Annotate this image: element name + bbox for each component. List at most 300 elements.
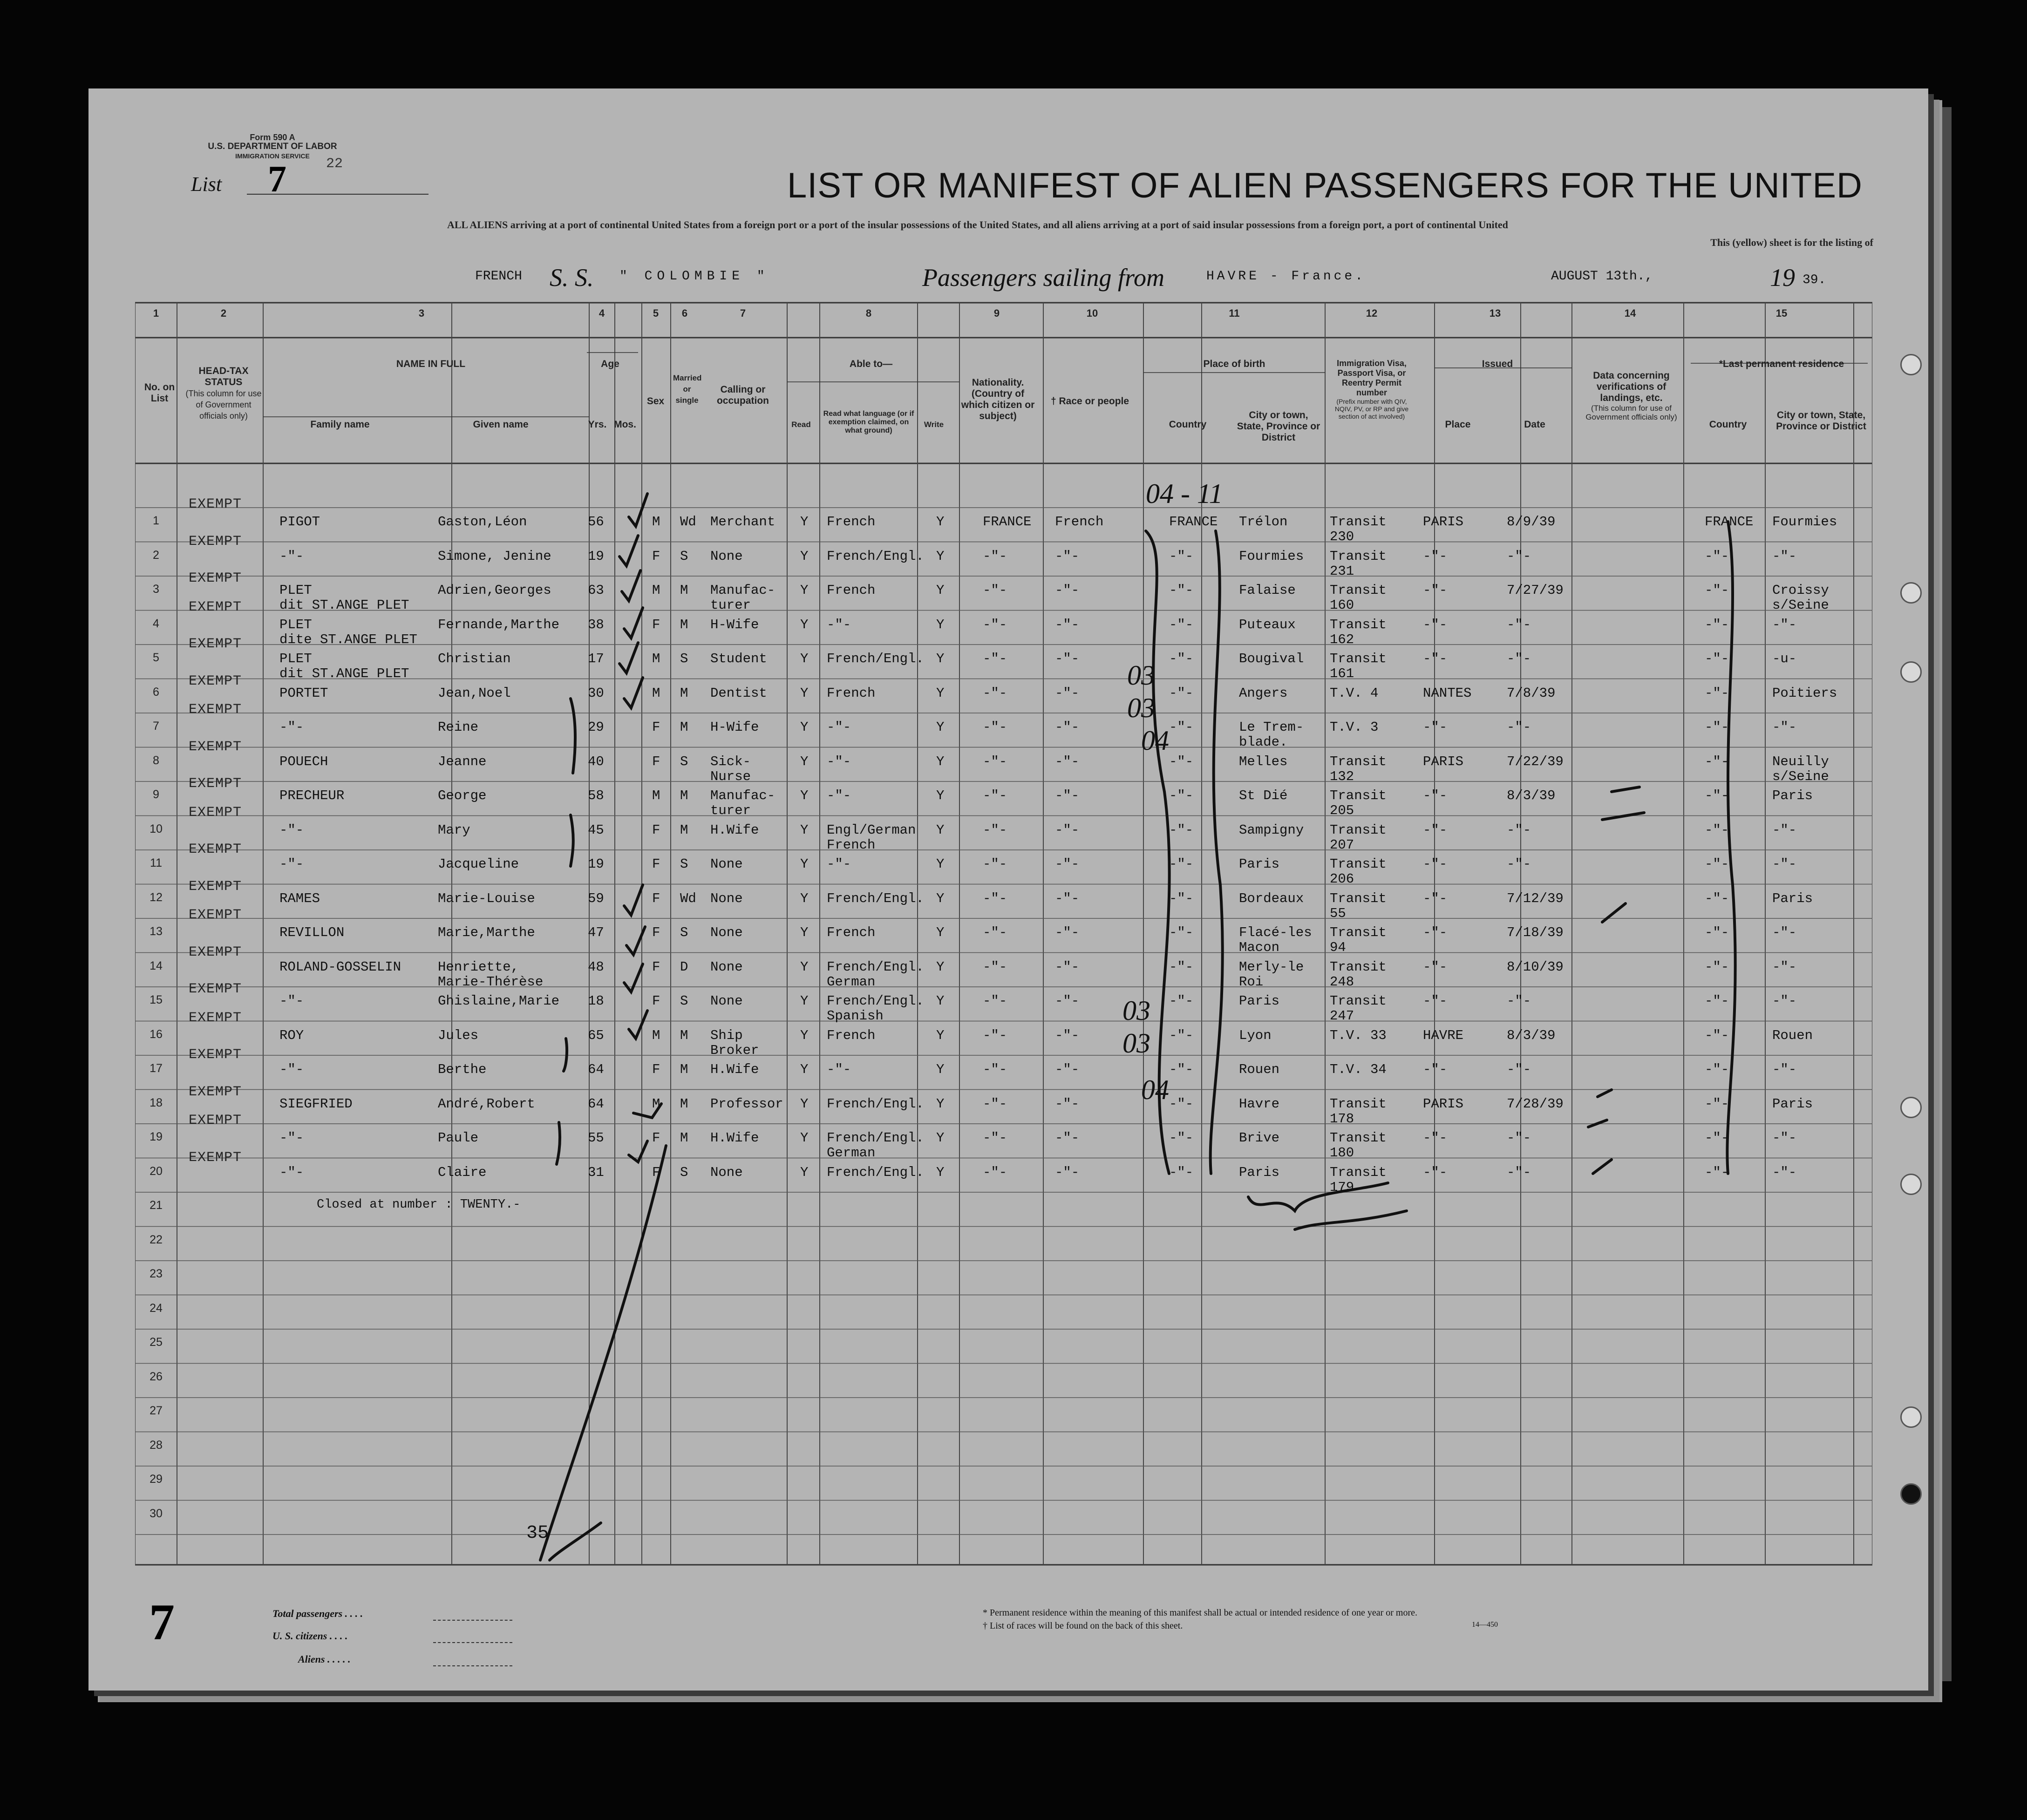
cell-occ: H.Wife [710,822,759,838]
header-place-of-birth: Place of birth [1203,359,1265,369]
cell-visa: Transit [1330,890,1387,906]
cell-given: Jacqueline [438,856,519,872]
cell-lang: -"- [827,720,851,735]
cell-occ: H-Wife [710,617,759,632]
cell-visa2: 180 [1330,1145,1354,1161]
head-tax-status: EXEMPT [189,1149,242,1166]
cell-family: PRECHEUR [279,788,345,803]
column-number: 7 [740,307,746,319]
cell-write: Y [936,925,945,940]
cell-occ: Manufac- [710,583,775,598]
row-number: 15 [150,993,163,1006]
cell-idate: 8/3/39 [1507,788,1556,803]
row-number: 9 [153,788,159,801]
cell-occ2: Nurse [710,768,751,784]
column-number: 10 [1086,307,1098,319]
cell-lang: French/Engl. [827,548,924,564]
cell-bcity: Merly-le [1239,959,1304,975]
head-tax-status: EXEMPT [189,702,242,718]
column-number: 8 [865,307,872,319]
cell-nat: -"- [983,890,1007,906]
row-number: 25 [150,1336,163,1349]
cell-ms: S [680,1164,688,1180]
column-number: 14 [1624,307,1636,319]
cell-idate: -"- [1507,822,1531,838]
cell-read: Y [800,548,809,564]
cell-given: Reine [438,720,479,735]
ss-label: S. S. [550,264,594,292]
cell-visa2: 179 [1330,1179,1354,1195]
column-number: 13 [1489,307,1501,319]
header-read: Read [791,420,811,429]
cell-read: Y [800,822,809,838]
header-issued: Issued [1482,359,1513,369]
cell-write: Y [936,754,945,769]
sailing-label: Passengers sailing from [922,264,1165,292]
cell-yrs: 48 [588,959,604,975]
head-tax-status: EXEMPT [189,599,242,615]
cell-lang: -"- [827,1062,851,1077]
head-tax-status: EXEMPT [189,673,242,689]
cell-idate: 7/18/39 [1507,925,1564,940]
cell-race: -"- [1055,548,1080,564]
column-number: 2 [220,307,227,319]
footnote-residence: * Permanent residence within the meaning of this manifest shall be actual or intended residence of one year or more. [983,1608,1418,1618]
list-label: List [191,173,222,196]
cell-bcity2: blade. [1239,734,1288,750]
cell-lang: French [827,685,876,701]
cell-ms: S [680,856,688,872]
cell-lang: -"- [827,617,851,632]
head-tax-status: EXEMPT [189,1047,242,1063]
cell-given: Jeanne [438,754,487,769]
cell-rcity: Paris [1772,788,1813,803]
cell-write: Y [936,1027,945,1043]
header-mos: Mos. [614,419,636,430]
cell-write: Y [936,514,945,530]
cell-rcity: Croissy [1772,583,1829,598]
cell-nat: -"- [983,583,1007,598]
cell-nat: -"- [983,925,1007,940]
cell-ms: M [680,685,688,701]
cell-occ: Merchant [710,514,775,530]
cell-iplace: -"- [1423,617,1448,632]
cell-visa: Transit [1330,856,1387,872]
cell-occ: Sick- [710,754,751,769]
cell-read: Y [800,856,809,872]
cell-bcity: Rouen [1239,1062,1280,1077]
cell-write: Y [936,1062,945,1077]
cell-read: Y [800,993,809,1009]
header-family-name: Family name [310,419,370,430]
cell-rcity: Fourmies [1772,514,1837,530]
header-birth-country: Country [1169,419,1207,430]
cell-lang: -"- [827,788,851,803]
cell-visa2: 55 [1330,905,1346,921]
cell-iplace: -"- [1423,548,1448,564]
cell-idate: 7/22/39 [1507,754,1564,769]
row-number: 28 [150,1438,163,1452]
cell-family: -"- [279,993,304,1009]
cell-visa: T.V. 3 [1330,720,1379,735]
cell-bcountry: FRANCE [1169,514,1218,530]
cell-visa: Transit [1330,925,1387,940]
cell-iplace: -"- [1423,993,1448,1009]
column-number: 9 [993,307,1000,319]
cell-family: SIEGFRIED [279,1096,353,1112]
cell-bcountry: -"- [1169,788,1194,803]
header-res-country: Country [1709,419,1747,430]
cell-read: Y [800,514,809,530]
cell-ms: M [680,1096,688,1112]
cell-sex: F [652,720,660,735]
punch-hole [1900,661,1922,683]
cell-rcountry: -"- [1705,1130,1729,1146]
row-number: 24 [150,1301,163,1315]
hand-code-6: 03 [1122,1028,1150,1059]
cell-bcity: Melles [1239,754,1288,769]
cell-idate: -"- [1507,617,1531,632]
cell-race: -"- [1055,1096,1080,1112]
cell-bcity: Paris [1239,856,1280,872]
cell-nat: -"- [983,959,1007,975]
column-number: 5 [653,307,659,319]
cell-visa: Transit [1330,993,1387,1009]
cell-rcity2: s/Seine [1772,768,1829,784]
cell-visa2: 94 [1330,940,1346,955]
head-tax-status: EXEMPT [189,570,242,586]
cell-nat: -"- [983,822,1007,838]
cell-ms: M [680,583,688,598]
cell-rcountry: -"- [1705,1164,1729,1180]
cell-visa: Transit [1330,754,1387,769]
cell-family: -"- [279,1164,304,1180]
cell-given: Adrien,Georges [438,583,551,598]
head-tax-status: EXEMPT [189,533,242,550]
cell-write: Y [936,548,945,564]
cell-occ2: turer [710,598,751,613]
column-number: 4 [599,307,605,319]
cell-ms: D [680,959,688,975]
punch-hole [1900,1483,1922,1505]
cell-rcountry: -"- [1705,788,1729,803]
cell-nat: -"- [983,548,1007,564]
cell-sex: M [652,1096,660,1112]
cell-rcountry: -"- [1705,1062,1729,1077]
cell-ms: S [680,925,688,940]
cell-yrs: 29 [588,720,604,735]
cell-idate: 7/28/39 [1507,1096,1564,1112]
cell-occ: H.Wife [710,1130,759,1146]
cell-family2: dite ST.ANGE PLET [279,632,417,647]
cell-nat: -"- [983,1027,1007,1043]
cell-rcity: -"- [1772,993,1797,1009]
footer-us-citizens: U. S. citizens . . . . [272,1630,348,1642]
cell-rcountry: -"- [1705,959,1729,975]
cell-race: -"- [1055,685,1080,701]
row-number: 6 [153,685,159,699]
cell-sex: M [652,651,660,666]
cell-rcity: -"- [1772,1164,1797,1180]
hand-code-5: 03 [1122,995,1150,1026]
cell-idate: 7/8/39 [1507,685,1556,701]
cell-lang: French/Engl. [827,959,924,975]
row-number: 18 [150,1096,163,1109]
year-prefix: 19 [1770,264,1795,292]
cell-idate: 7/27/39 [1507,583,1564,598]
cell-write: Y [936,617,945,632]
head-tax-status: EXEMPT [189,739,242,755]
cell-ms: S [680,548,688,564]
cell-occ: None [710,856,743,872]
cell-bcity: Puteaux [1239,617,1296,632]
cell-lang: French/Engl. [827,993,924,1009]
cell-yrs: 19 [588,548,604,564]
cell-bcity: Bordeaux [1239,890,1304,906]
row-number: 12 [150,890,163,904]
column-number: 12 [1366,307,1378,319]
row-number: 7 [153,720,159,733]
cell-given: Ghislaine,Marie [438,993,560,1009]
cell-visa2: 161 [1330,666,1354,681]
cell-read: Y [800,651,809,666]
cell-bcity: Paris [1239,993,1280,1009]
footer-aliens: Aliens . . . . . [298,1653,351,1665]
cell-rcity: Neuilly [1772,754,1829,769]
row-number: 8 [153,754,159,767]
header-race: † Race or people [1050,396,1129,407]
head-tax-status: EXEMPT [189,981,242,997]
cell-write: Y [936,651,945,666]
cell-yrs: 64 [588,1096,604,1112]
footer-code: 14—450 [1472,1621,1498,1629]
cell-sex: F [652,959,660,975]
header-verifications-note: (This column for use of Government officials only) [1585,404,1677,421]
cell-sex: F [652,993,660,1009]
cell-write: Y [936,1130,945,1146]
row-number: 10 [150,822,163,835]
header-nationality: Nationality. (Country of which citizen or subject) [961,377,1035,421]
cell-bcountry: -"- [1169,1062,1194,1077]
punch-hole [1900,582,1922,604]
cell-visa2: 162 [1330,632,1354,647]
cell-rcity: -"- [1772,822,1797,838]
cell-race: -"- [1055,959,1080,975]
cell-rcountry: -"- [1705,1027,1729,1043]
cell-nat: -"- [983,1096,1007,1112]
cell-race: -"- [1055,822,1080,838]
cell-given: Jules [438,1027,479,1043]
cell-family: PLET [279,583,312,598]
cell-sex: F [652,856,660,872]
cell-yrs: 31 [588,1164,604,1180]
cell-visa: Transit [1330,651,1387,666]
header-last-residence: *Last permanent residence [1719,359,1844,369]
cell-lang: French/Engl. [827,1130,924,1146]
cell-given2: Marie-Thérèse [438,974,544,990]
cell-occ: Dentist [710,685,767,701]
cell-write: Y [936,788,945,803]
form-number-text: Form 590 A [250,133,295,142]
cell-write: Y [936,583,945,598]
cell-race: -"- [1055,856,1080,872]
cell-visa2: 160 [1330,598,1354,613]
cell-rcountry: -"- [1705,925,1729,940]
cell-visa: Transit [1330,788,1387,803]
head-tax-status: EXEMPT [189,1010,242,1026]
cell-occ: None [710,1164,743,1180]
header-calling: Calling or occupation [716,384,769,406]
cell-occ: None [710,993,743,1009]
hand-code-7: 04 [1141,1074,1169,1105]
manifest-subtitle-2: This (yellow) sheet is for the listing of [1710,237,1873,248]
cell-nat: -"- [983,1164,1007,1180]
cell-iplace: PARIS [1423,754,1464,769]
cell-iplace: -"- [1423,583,1448,598]
cell-visa2: 231 [1330,563,1354,579]
cell-yrs: 30 [588,685,604,701]
cell-sex: F [652,822,660,838]
column-number: 6 [681,307,688,319]
row-number: 11 [150,856,162,869]
cell-bcity: St Dié [1239,788,1288,803]
hand-code-1: 04 - 11 [1146,478,1223,509]
cell-visa2: 207 [1330,837,1354,853]
cell-occ: Student [710,651,767,666]
cell-write: Y [936,890,945,906]
cell-yrs: 38 [588,617,604,632]
cell-sex: M [652,685,660,701]
column-number: 11 [1229,307,1240,319]
cell-read: Y [800,1164,809,1180]
cell-write: Y [936,685,945,701]
cell-iplace: -"- [1423,890,1448,906]
head-tax-status: EXEMPT [189,636,242,652]
cell-visa: T.V. 34 [1330,1062,1387,1077]
cell-read: Y [800,617,809,632]
cell-rcountry: -"- [1705,890,1729,906]
cell-idate: 8/9/39 [1507,514,1556,530]
row-number: 3 [153,583,159,596]
cell-bcity: Lyon [1239,1027,1272,1043]
cell-lang: Engl/German [827,822,916,838]
closed-at-text: Closed at number : TWENTY.- [317,1198,521,1212]
cell-bcountry: -"- [1169,1096,1194,1112]
punch-hole [1900,354,1922,375]
cell-occ: None [710,890,743,906]
cell-nat: -"- [983,685,1007,701]
cell-rcity: -"- [1772,1062,1797,1077]
cell-given: Mary [438,822,470,838]
cell-iplace: PARIS [1423,1096,1464,1112]
row-number: 26 [150,1370,163,1383]
header-sex: Sex [646,396,665,407]
cell-family: PLET [279,617,312,632]
cell-rcity: -"- [1772,959,1797,975]
header-yrs: Yrs. [588,419,607,430]
row-number: 13 [150,925,163,938]
row-number: 20 [150,1164,163,1178]
cell-visa2: 132 [1330,768,1354,784]
cell-write: Y [936,1096,945,1112]
cell-rcity: Paris [1772,1096,1813,1112]
cell-given: Jean,Noel [438,685,511,701]
header-visa-note: (Prefix number with QIV, NQIV, PV, or RP and give section of act involved) [1334,398,1409,420]
cell-lang2: German [827,974,876,990]
column-number: 15 [1775,307,1788,319]
cell-occ2: Broker [710,1042,759,1058]
cell-bcountry: -"- [1169,685,1194,701]
cell-visa: T.V. 4 [1330,685,1379,701]
sailing-port: HAVRE - France. [1206,269,1366,284]
header-visa-title: Immigration Visa, Passport Visa, or Reentry Permit number [1337,359,1407,397]
cell-nat: -"- [983,788,1007,803]
cell-rcity: -"- [1772,856,1797,872]
cell-sex: F [652,754,660,769]
footer-total-passengers: Total passengers . . . . [272,1608,363,1619]
cell-read: Y [800,1027,809,1043]
header-issued-date: Date [1524,419,1545,430]
cell-given: Henriette, [438,959,519,975]
cell-lang: French/Engl. [827,1096,924,1112]
head-tax-status: EXEMPT [189,878,242,895]
footer-sheet-number: 7 [149,1594,175,1650]
row-number: 16 [150,1027,163,1041]
header-no-on-list: No. on List [144,382,175,404]
row-number: 14 [150,959,163,972]
cell-rcountry: FRANCE [1705,514,1754,530]
list-number: 7 [268,159,286,200]
cell-lang: French/Engl. [827,651,924,666]
cell-bcountry: -"- [1169,959,1194,975]
cell-yrs: 63 [588,583,604,598]
footnote-races: † List of races will be found on the back of this sheet. [983,1621,1183,1631]
cell-bcity: Fourmies [1239,548,1304,564]
cell-family2: dit ST.ANGE PLET [279,598,409,613]
cell-rcity: -"- [1772,925,1797,940]
row-number: 1 [153,514,159,527]
cell-lang2: Spanish [827,1008,884,1024]
cell-idate: -"- [1507,993,1531,1009]
cell-read: Y [800,754,809,769]
header-name-in-full: NAME IN FULL [396,359,466,369]
cell-family: PLET [279,651,312,666]
cell-visa: Transit [1330,1130,1387,1146]
cell-lang: French/Engl. [827,890,924,906]
header-head-tax-note: (This column for use of Government officials only) [185,389,262,421]
row-number: 2 [153,548,159,562]
cell-race: French [1055,514,1104,530]
cell-visa2: 206 [1330,871,1354,887]
cell-yrs: 19 [588,856,604,872]
row-number: 17 [150,1062,163,1075]
cell-ms: Wd [680,890,696,906]
cell-iplace: -"- [1423,1164,1448,1180]
cell-lang: French [827,583,876,598]
manifest-subtitle: ALL ALIENS arriving at a port of continental United States from a foreign port or a port of the insular possessions of the United States, and all aliens arriving at a port of said insular possessions from a foreign port, a port of continental United [447,219,1508,231]
cell-ms: M [680,822,688,838]
cell-iplace: -"- [1423,788,1448,803]
cell-visa: Transit [1330,617,1387,632]
cell-race: -"- [1055,788,1080,803]
cell-yrs: 56 [588,514,604,530]
cell-race: -"- [1055,1027,1080,1043]
cell-race: -"- [1055,617,1080,632]
cell-sex: F [652,1164,660,1180]
cell-idate: 7/12/39 [1507,890,1564,906]
header-write: Write [924,420,944,429]
cell-race: -"- [1055,993,1080,1009]
